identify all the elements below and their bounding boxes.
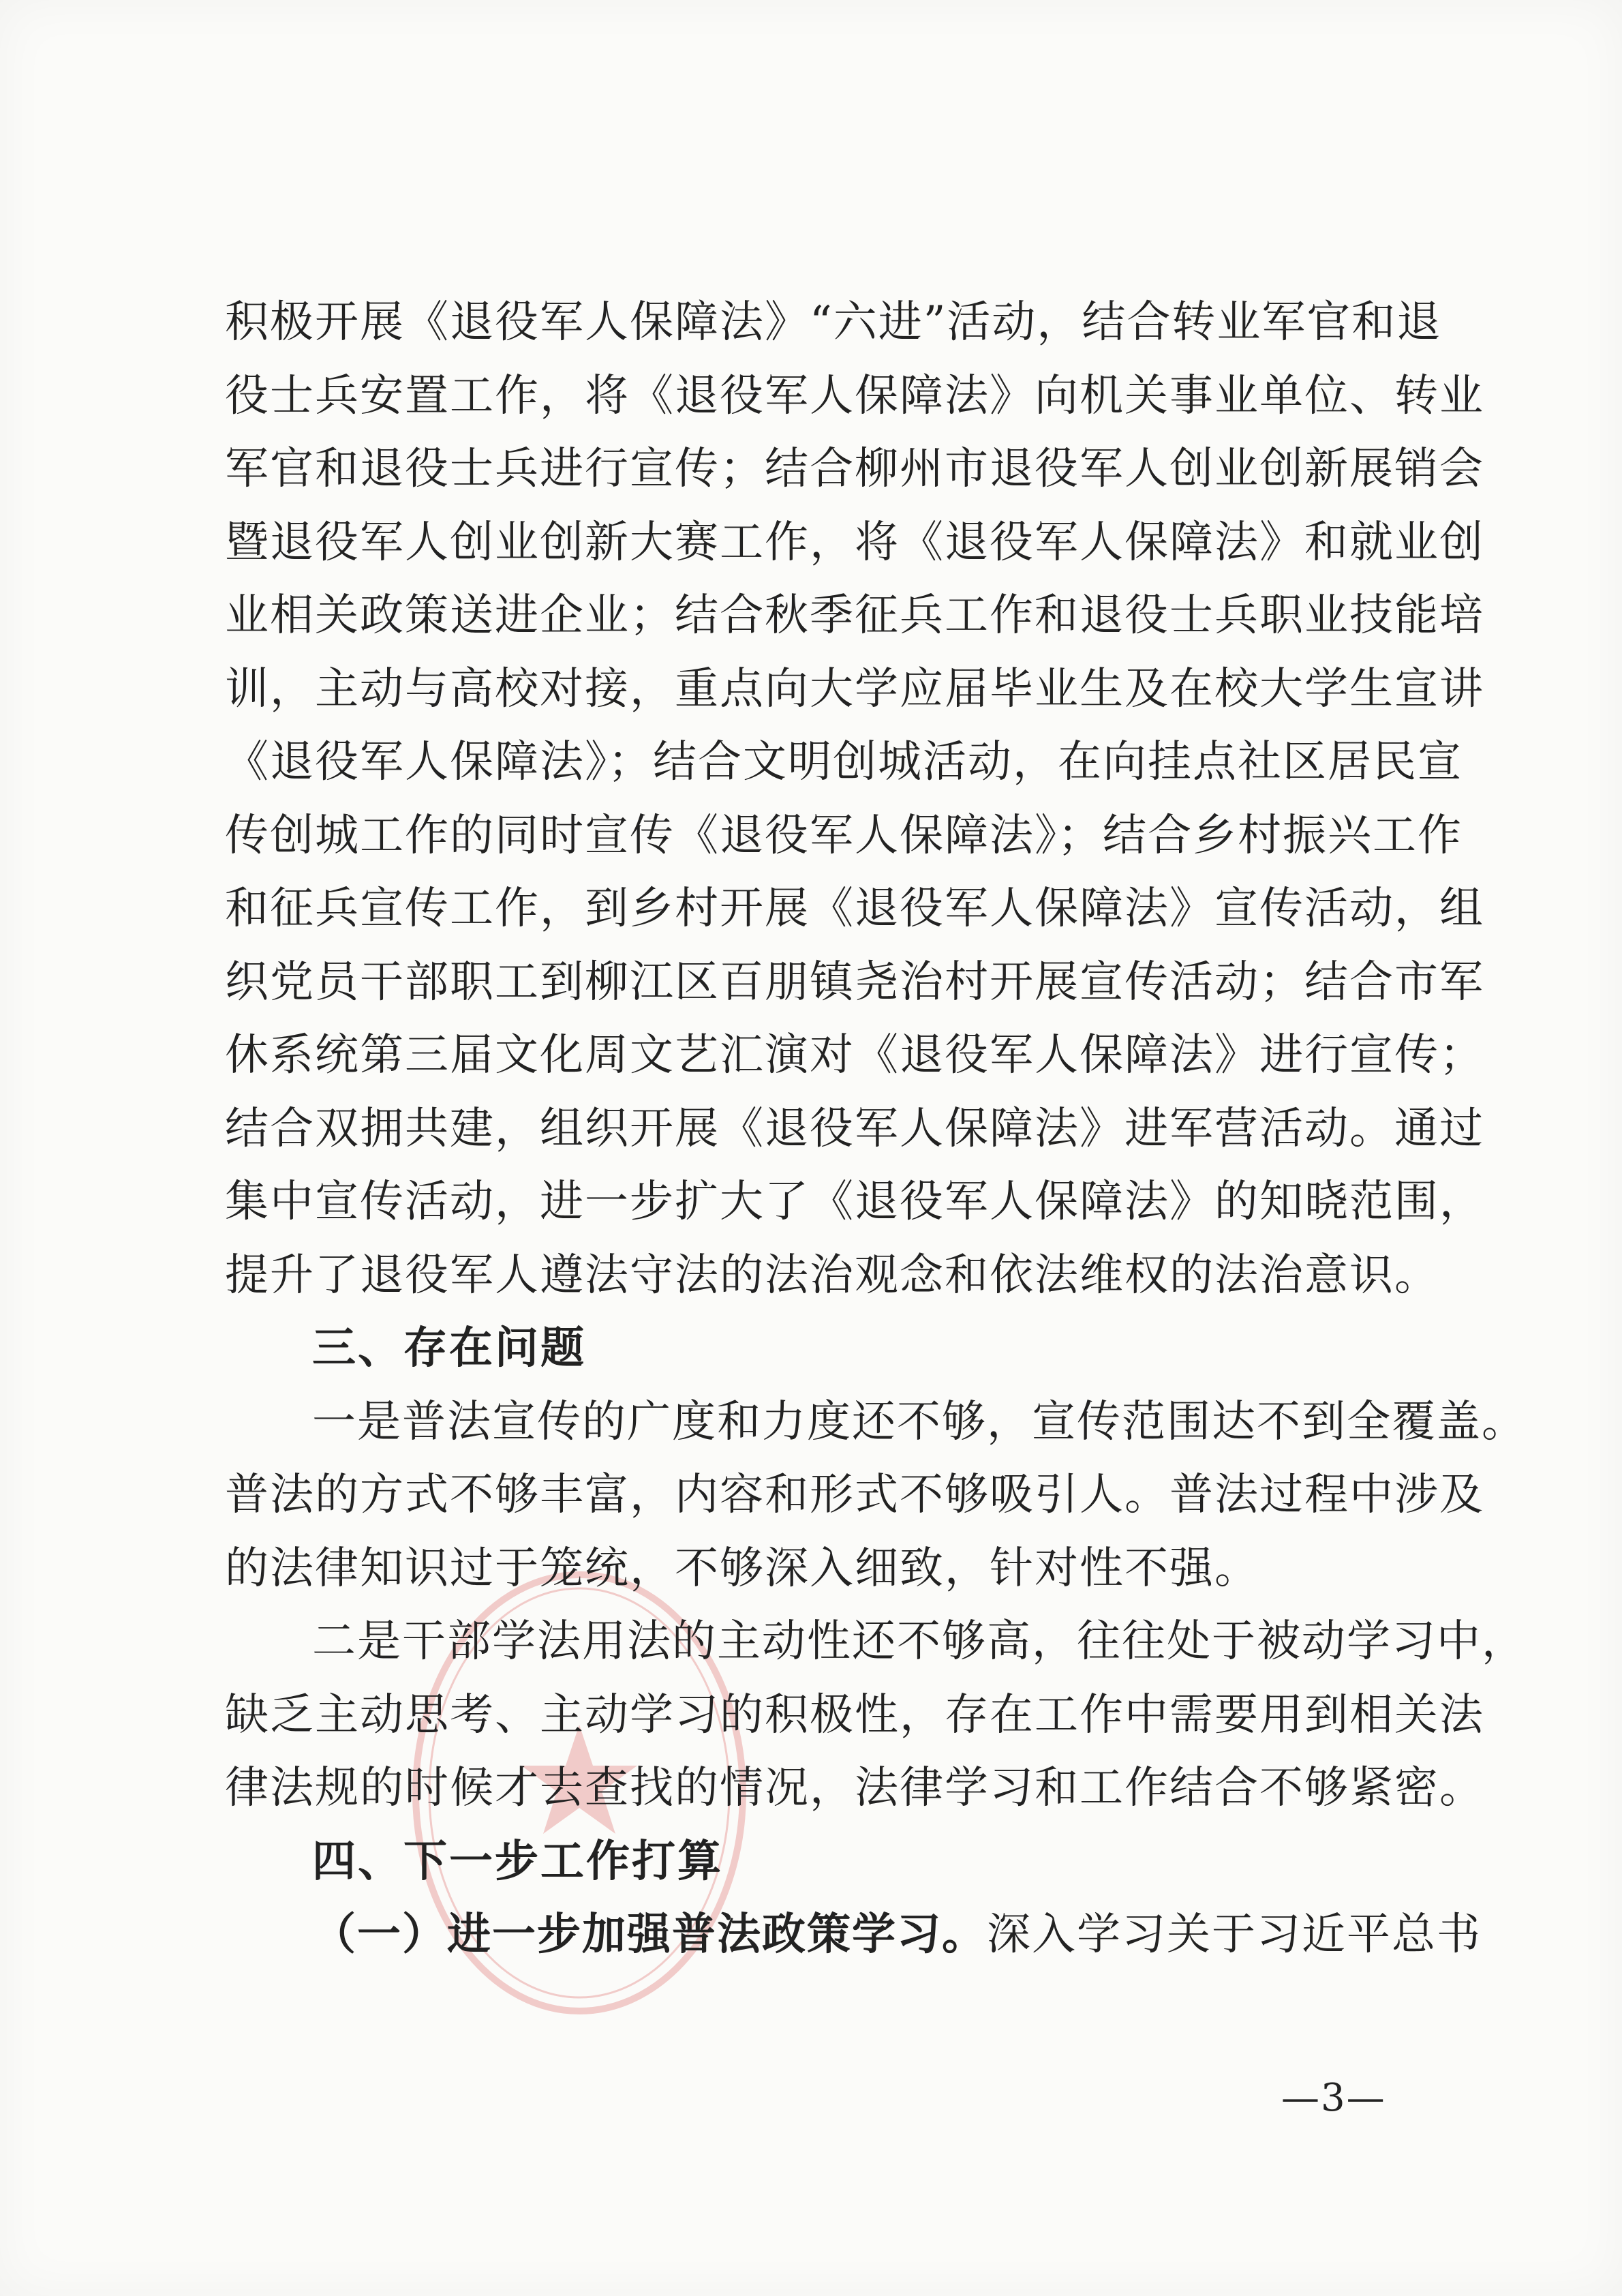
body-line-1: 积极开展《退役军人保障法》“六进”活动，结合转业军官和退 — [225, 297, 1442, 348]
body-line-8: 传创城工作的同时宣传《退役军人保障法》；结合乡村振兴工作 — [225, 810, 1463, 861]
section-3-para-2-line-2: 缺乏主动思考、主动学习的积极性，存在工作中需要用到相关法 — [225, 1689, 1484, 1740]
body-line-13: 集中宣传活动，进一步扩大了《退役军人保障法》的知晓范围， — [225, 1177, 1484, 1227]
page-number: —3— — [1281, 2076, 1386, 2120]
section-3-para-2-line-3: 律法规的时候才去查找的情况，法律学习和工作结合不够紧密。 — [225, 1763, 1484, 1813]
body-line-2: 役士兵安置工作，将《退役军人保障法》向机关事业单位、转业 — [225, 370, 1484, 421]
body-line-10: 织党员干部职工到柳江区百朋镇尧治村开展宣传活动；结合市军 — [225, 956, 1484, 1008]
body-line-5: 业相关政策送进企业；结合秋季征兵工作和退役士兵职业技能培 — [225, 590, 1484, 641]
body-line-14: 提升了退役军人遵法守法的法治观念和依法维权的法治意识。 — [225, 1250, 1439, 1301]
section-4-item-1-lead: （一）进一步加强普法政策学习。 — [312, 1909, 987, 1960]
body-line-3: 军官和退役士兵进行宣传；结合柳州市退役军人创业创新展销会 — [225, 444, 1484, 494]
section-4-heading: 四、下一步工作打算 — [312, 1836, 723, 1887]
section-4-item-1 — [225, 1899, 1482, 1972]
section-3-para-1-line-2: 普法的方式不够丰富，内容和形式不够吸引人。普法过程中涉及 — [225, 1470, 1484, 1520]
section-3-heading: 三、存在问题 — [312, 1323, 586, 1374]
section-3-para-1-line-3: 的法律知识过于笼统，不够深入细致，针对性不强。 — [225, 1543, 1259, 1594]
section-3-para-1-line-1: 一是普法宣传的广度和力度还不够，宣传范围达不到全覆盖。 — [312, 1396, 1527, 1447]
body-line-4: 暨退役军人创业创新大赛工作，将《退役军人保障法》和就业创 — [225, 517, 1484, 568]
body-line-9: 和征兵宣传工作，到乡村开展《退役军人保障法》宣传活动，组 — [225, 883, 1484, 934]
body-line-6: 训，主动与高校对接，重点向大学应届毕业生及在校大学生宣讲 — [225, 663, 1484, 714]
section-3-para-2-line-1: 二是干部学法用法的主动性还不够高，往往处于被动学习中， — [312, 1616, 1527, 1667]
body-line-12: 结合双拥共建，组织开展《退役军人保障法》进军营活动。通过 — [225, 1103, 1484, 1154]
section-4-item-1-text: 深入学习关于习近平总书 — [987, 1909, 1482, 1960]
document-body — [225, 286, 1527, 1972]
body-line-7: 《退役军人保障法》；结合文明创城活动，在向挂点社区居民宣 — [225, 737, 1463, 787]
body-line-11: 休系统第三届文化周文艺汇演对《退役军人保障法》进行宣传； — [225, 1030, 1484, 1081]
